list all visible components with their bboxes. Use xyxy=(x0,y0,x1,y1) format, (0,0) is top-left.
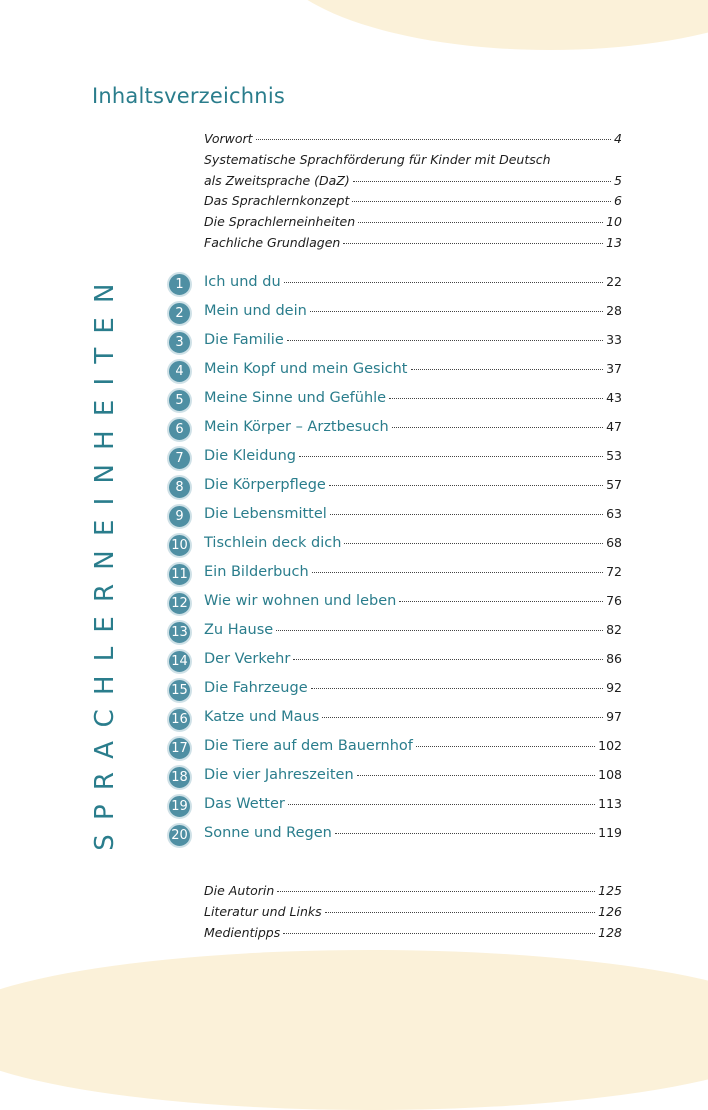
unit-page: 47 xyxy=(606,419,622,434)
unit-title: Die Familie xyxy=(204,332,284,348)
dot-leader xyxy=(276,630,603,631)
unit-number-badge: 19 xyxy=(167,794,192,819)
toc-entry-unit[interactable] xyxy=(204,564,622,580)
unit-number-badge: 14 xyxy=(167,649,192,674)
dot-leader xyxy=(287,340,603,341)
unit-page: 113 xyxy=(598,796,622,811)
page-title: Inhaltsverzeichnis xyxy=(92,84,285,108)
decorative-shape-top xyxy=(270,0,708,50)
toc-entry-unit[interactable] xyxy=(204,709,622,725)
dot-leader xyxy=(344,543,603,544)
toc-entry-unit[interactable] xyxy=(204,361,622,377)
toc-entry-unit[interactable] xyxy=(204,506,622,522)
unit-page: 119 xyxy=(598,825,622,840)
unit-page: 22 xyxy=(606,274,622,289)
dot-leader xyxy=(312,572,603,573)
entry-page: 128 xyxy=(598,925,622,940)
toc-entry-unit[interactable] xyxy=(204,767,622,783)
entry-title-line1: Systematische Sprachförderung für Kinder mit Deutsch xyxy=(204,152,551,167)
entry-page: 4 xyxy=(614,131,622,146)
decorative-shape-bottom xyxy=(0,950,708,1110)
entry-title: Die Autorin xyxy=(204,883,275,898)
toc-entry-unit[interactable] xyxy=(204,593,622,609)
unit-title: Die Körperpflege xyxy=(204,477,326,493)
toc-entry-unit[interactable] xyxy=(204,332,622,348)
unit-page: 68 xyxy=(606,535,622,550)
dot-leader xyxy=(399,601,603,602)
dot-leader xyxy=(329,485,603,486)
entry-page: 125 xyxy=(598,883,622,898)
entry-title: Medientipps xyxy=(204,925,281,940)
dot-leader xyxy=(288,804,595,805)
unit-number-badge: 11 xyxy=(167,562,192,587)
dot-leader xyxy=(358,222,603,223)
entry-title: Die Sprachlerneinheiten xyxy=(204,214,356,229)
toc-entry-unit[interactable] xyxy=(204,825,622,841)
unit-number-badge: 2 xyxy=(167,301,192,326)
unit-title: Die vier Jahreszeiten xyxy=(204,767,354,783)
toc-entry-unit[interactable] xyxy=(204,448,622,464)
entry-page: 126 xyxy=(598,904,622,919)
entry-title: Fachliche Grundlagen xyxy=(204,235,341,250)
dot-leader xyxy=(411,369,604,370)
unit-page: 37 xyxy=(606,361,622,376)
unit-number-badge: 6 xyxy=(167,417,192,442)
dot-leader xyxy=(299,456,603,457)
unit-number-badge: 15 xyxy=(167,678,192,703)
toc-entry-front[interactable] xyxy=(204,193,622,208)
unit-title: Sonne und Regen xyxy=(204,825,332,841)
unit-number-badge: 13 xyxy=(167,620,192,645)
toc-entry-unit[interactable] xyxy=(204,390,622,406)
unit-page: 108 xyxy=(598,767,622,782)
dot-leader xyxy=(293,659,603,660)
dot-leader xyxy=(256,139,612,140)
unit-number-badge: 4 xyxy=(167,359,192,384)
unit-title: Wie wir wohnen und leben xyxy=(204,593,397,609)
dot-leader xyxy=(283,933,595,934)
unit-page: 92 xyxy=(606,680,622,695)
toc-entry-unit[interactable] xyxy=(204,796,622,812)
unit-number-badge: 10 xyxy=(167,533,192,558)
dot-leader xyxy=(352,201,611,202)
toc-entry-unit[interactable] xyxy=(204,738,622,754)
entry-page: 10 xyxy=(606,214,622,229)
unit-page: 82 xyxy=(606,622,622,637)
toc-entry-front[interactable] xyxy=(204,131,622,146)
unit-page: 28 xyxy=(606,303,622,318)
unit-page: 43 xyxy=(606,390,622,405)
unit-page: 102 xyxy=(598,738,622,753)
toc-entry-unit[interactable] xyxy=(204,535,622,551)
dot-leader xyxy=(416,746,595,747)
toc-entry-unit[interactable] xyxy=(204,680,622,696)
unit-title: Mein Körper – Arztbesuch xyxy=(204,419,389,435)
unit-title: Der Verkehr xyxy=(204,651,291,667)
toc-entry-back[interactable] xyxy=(204,904,622,919)
unit-title: Zu Hause xyxy=(204,622,274,638)
toc-entry-front[interactable] xyxy=(204,235,622,250)
toc-entry-unit[interactable] xyxy=(204,622,622,638)
unit-number-badge: 3 xyxy=(167,330,192,355)
unit-page: 53 xyxy=(606,448,622,463)
dot-leader xyxy=(284,282,603,283)
unit-title: Die Tiere auf dem Bauernhof xyxy=(204,738,413,754)
toc-entry-front[interactable] xyxy=(204,173,622,188)
entry-title: als Zweitsprache (DaZ) xyxy=(204,173,350,188)
toc-entry-unit[interactable] xyxy=(204,477,622,493)
unit-title: Mein Kopf und mein Gesicht xyxy=(204,361,408,377)
unit-title: Katze und Maus xyxy=(204,709,320,725)
unit-page: 86 xyxy=(606,651,622,666)
entry-title: Das Sprachlernkonzept xyxy=(204,193,350,208)
unit-page: 33 xyxy=(606,332,622,347)
unit-number-badge: 17 xyxy=(167,736,192,761)
entry-page: 6 xyxy=(614,193,622,208)
unit-number-badge: 16 xyxy=(167,707,192,732)
unit-page: 63 xyxy=(606,506,622,521)
unit-number-badge: 9 xyxy=(167,504,192,529)
unit-title: Meine Sinne und Gefühle xyxy=(204,390,387,406)
dot-leader xyxy=(392,427,603,428)
unit-number-badge: 20 xyxy=(167,823,192,848)
dot-leader xyxy=(343,243,603,244)
toc-entry-unit[interactable] xyxy=(204,651,622,667)
dot-leader xyxy=(357,775,595,776)
dot-leader xyxy=(277,891,595,892)
side-label-text: SPRACHLERNEINHEITEN xyxy=(90,269,120,851)
dot-leader xyxy=(325,912,596,913)
unit-page: 72 xyxy=(606,564,622,579)
unit-page: 76 xyxy=(606,593,622,608)
unit-number-badge: 18 xyxy=(167,765,192,790)
unit-title: Die Kleidung xyxy=(204,448,296,464)
unit-title: Ein Bilderbuch xyxy=(204,564,309,580)
unit-number-badge: 1 xyxy=(167,272,192,297)
dot-leader xyxy=(310,311,603,312)
unit-title: Das Wetter xyxy=(204,796,285,812)
toc-entry-unit[interactable] xyxy=(204,419,622,435)
entry-title: Vorwort xyxy=(204,131,253,146)
dot-leader xyxy=(335,833,595,834)
dot-leader xyxy=(353,181,611,182)
unit-number-badge: 8 xyxy=(167,475,192,500)
unit-title: Die Lebensmittel xyxy=(204,506,327,522)
unit-page: 57 xyxy=(606,477,622,492)
dot-leader xyxy=(322,717,603,718)
unit-number-badge: 7 xyxy=(167,446,192,471)
entry-page: 5 xyxy=(614,173,622,188)
toc-entry-unit[interactable] xyxy=(204,274,622,290)
unit-number-badge: 12 xyxy=(167,591,192,616)
toc-entry-front[interactable] xyxy=(204,214,622,229)
dot-leader xyxy=(389,398,603,399)
toc-entry-unit[interactable] xyxy=(204,303,622,319)
dot-leader xyxy=(330,514,603,515)
unit-title: Ich und du xyxy=(204,274,281,290)
unit-title: Tischlein deck dich xyxy=(204,535,342,551)
unit-title: Die Fahrzeuge xyxy=(204,680,308,696)
entry-title: Literatur und Links xyxy=(204,904,322,919)
unit-number-badge: 5 xyxy=(167,388,192,413)
dot-leader xyxy=(311,688,603,689)
unit-page: 97 xyxy=(606,709,622,724)
toc-entry-back[interactable] xyxy=(204,925,622,940)
unit-title: Mein und dein xyxy=(204,303,307,319)
entry-page: 13 xyxy=(606,235,622,250)
toc-entry-back[interactable] xyxy=(204,883,622,898)
